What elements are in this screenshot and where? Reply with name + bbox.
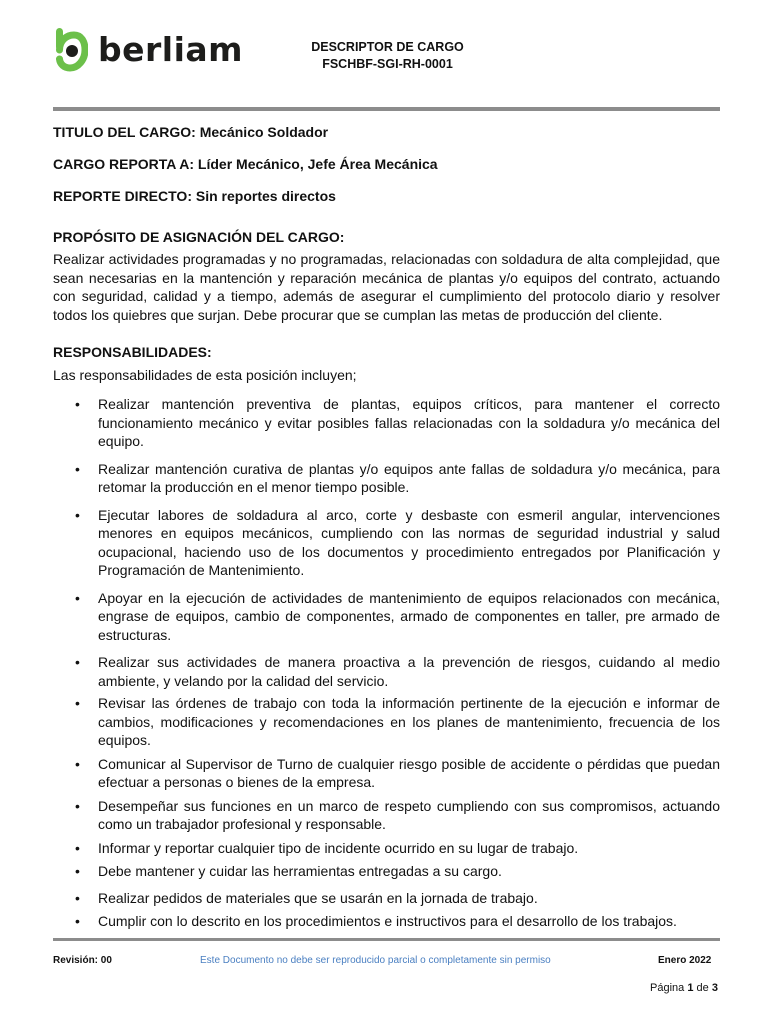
bullet-icon: • (75, 863, 80, 879)
page-of: de (696, 982, 709, 994)
list-item: • Cumplir con lo descrito en los procedimientos e instructivos para el desarrollo de los trabajos. (75, 913, 677, 929)
bullet-icon: • (75, 695, 80, 711)
bullet-icon: • (75, 913, 80, 929)
document-type: DESCRIPTOR DE CARGO (311, 40, 464, 54)
footer-divider (53, 938, 720, 941)
document-body (53, 123, 720, 931)
field-job-title: TITULO DEL CARGO: Mecánico Soldador (53, 124, 329, 140)
header-divider (53, 107, 720, 111)
page-label: Página (650, 982, 685, 994)
document-title (280, 39, 495, 73)
list-item: • Realizar pedidos de materiales que se usarán en la jornada de trabajo. (75, 889, 538, 906)
responsibilities-list (53, 395, 720, 931)
company-logo (54, 26, 243, 72)
page-current: 1 (687, 982, 694, 994)
field-reports-to: CARGO REPORTA A: Líder Mecánico, Jefe Área Mecánica (53, 156, 438, 172)
list-item: • Realizar sus actividades de manera proactiva a la prevención de riesgos, cuidando al medio ambiente, y velando por la calidad del servicio. (75, 654, 720, 689)
footer-date: Enero 2022 (658, 955, 712, 966)
list-item: • Revisar las órdenes de trabajo con toda la información pertinente de la ejecución e informar de cambios, modificaciones y recomendaciones en los planes de mantenimiento, frecuencia de los equipos. (75, 695, 720, 748)
berliam-logo-icon (54, 26, 88, 72)
list-item: • Desempeñar sus funciones en un marco de respeto cumpliendo con sus compromisos, actuando como un trabajador profesional y responsable. (75, 797, 720, 832)
list-item: • Comunicar al Supervisor de Turno de cualquier riesgo posible de accidente o pérdidas que puedan efectuar a personas o bienes de la empresa. (75, 755, 720, 790)
bullet-icon: • (75, 460, 80, 477)
purpose-heading: PROPÓSITO DE ASIGNACIÓN DEL CARGO: (53, 228, 345, 245)
list-item: • Realizar mantención curativa de plantas y/o equipos ante fallas de soldadura y/o mecánica, para retomar la producción en el menor tiempo posible. (75, 460, 720, 495)
logo-wordmark: berliam (98, 29, 244, 69)
list-item: • Informar y reportar cualquier tipo de incidente ocurrido en su lugar de trabajo. (75, 839, 579, 856)
purpose-text: Realizar actividades programadas y no programadas, relacionadas con soldadura de alta complejidad, que sean necesarias en la mantención y reparación mecánica de plantas y/o equipos del contrato, actuando con seguridad, calidad y a tiempo, además de asegurar el cumplimiento del protocolo diario y resolver todos los quiebres que surjan. Debe procurar que se cumplan las metas de producción del cliente. (53, 251, 720, 323)
bullet-icon: • (75, 839, 80, 856)
responsibilities-intro: Las responsabilidades de esta posición incluyen; (53, 366, 357, 383)
bullet-icon: • (75, 589, 80, 606)
bullet-icon: • (75, 654, 80, 670)
responsibilities-heading: RESPONSABILIDADES: (53, 344, 212, 360)
list-item: • Realizar mantención preventiva de plantas, equipos críticos, para mantener el correcto funcionamiento mecánico y evitar posibles fallas relacionadas con la soldadura y/o mecánica del equipo. (75, 396, 720, 449)
footer-copyright-note: Este Documento no debe ser reproducido parcial o completamente sin permiso (200, 955, 551, 966)
document-header (0, 0, 768, 108)
list-item: • Apoyar en la ejecución de actividades de mantenimiento de equipos relacionados con mecánica, engrase de equipos, cambio de componentes, armado de componentes en taller, pre armado de estructuras. (75, 589, 720, 643)
bullet-icon: • (75, 889, 80, 906)
page-number (650, 982, 718, 994)
field-direct-reports: REPORTE DIRECTO: Sin reportes directos (53, 188, 336, 204)
bullet-icon: • (75, 755, 80, 772)
document-code: FSCHBF-SGI-RH-0001 (322, 57, 453, 71)
list-item: • Ejecutar labores de soldadura al arco, corte y desbaste con esmeril angular, intervenciones menores en equipos mecánicos, cumpliendo con las normas de seguridad industrial y salud ocupacional, haciendo uso de los documentos y procedimiento entregados por Planificación y Programación de Mantenimiento. (75, 506, 720, 578)
page-total: 3 (711, 982, 718, 994)
bullet-icon: • (75, 396, 80, 412)
footer-revision: Revisión: 00 (53, 955, 112, 966)
bullet-icon: • (75, 506, 80, 523)
bullet-icon: • (75, 797, 80, 814)
list-item: • Debe mantener y cuidar las herramientas entregadas a su cargo. (75, 863, 502, 879)
